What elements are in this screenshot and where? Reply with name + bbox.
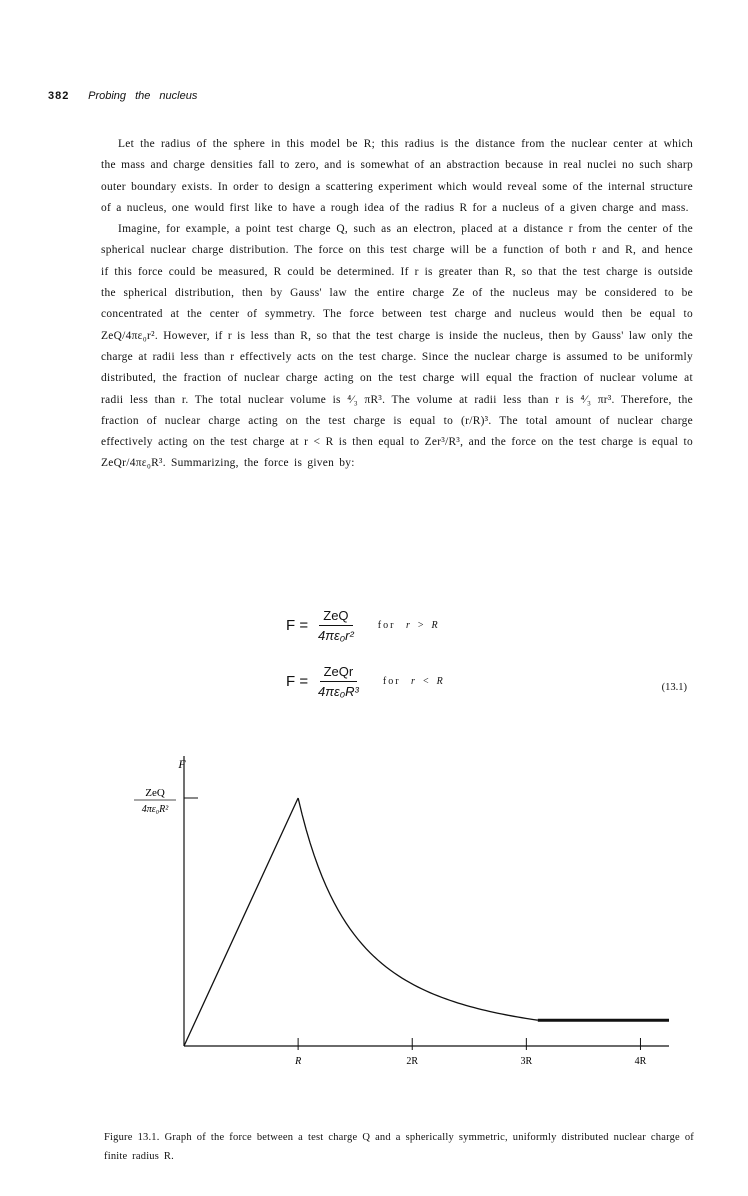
y-tick-denominator: 4πε₀R² xyxy=(141,804,169,815)
equation-block xyxy=(101,608,693,718)
equation-fraction xyxy=(318,608,354,643)
caption-label: Figure 13.1. xyxy=(104,1132,160,1143)
curve-inside-linear xyxy=(184,798,298,1046)
paragraph-2: Imagine, for example, a point test charge Q, such as an electron, placed at a distance r from the center of the spherical nuclear charge distribution. The force on this test charge will be a function of both r and R, and hence if this force could be measured, R could be determined. If r is greater than R, so that the test charge is outside the spherical distribution, then by Gauss' law the entire charge Ze of the nucleus may be considered to be concentrated at the center of symmetry. The force between test charge and nucleus would then be equal to ZeQ/4πε₀r². However, if r is less than R, so that the test charge is inside the nucleus, then by Gauss' law only the charge at radii less than r effectively acts on the test charge. Since the nuclear charge is assumed to be uniformly distributed, the fraction of nuclear charge acting on the test charge will equal the fraction of nuclear volume at radii less than r. The total nuclear volume is ⁴⁄₃ πR³. The volume at radii less than r is ⁴⁄₃ πr³. Therefore, the fraction of nuclear charge acting on the test charge is equal to (r/R)³. The total amount of nuclear charge effectively acting on the test charge at r < R is then equal to Zer³/R³, and the force on the test charge is equal to ZeQr/4πε₀R³. Summarizing, the force is given by: xyxy=(101,223,693,470)
equation-numerator: ZeQr xyxy=(320,664,358,682)
x-tick-label: 3R xyxy=(520,1056,533,1067)
x-tick-label: R xyxy=(295,1056,302,1067)
x-ticks xyxy=(294,1038,647,1067)
equation-condition: for r < R xyxy=(382,676,445,687)
equation-denominator: 4πε₀r² xyxy=(318,628,354,643)
y-axis-label: F xyxy=(178,757,186,771)
figure-caption xyxy=(104,1128,694,1166)
equation-numerator: ZeQ xyxy=(319,608,352,626)
paragraph-1: Let the radius of the sphere in this model be R; this radius is the distance from the nuclear center at which the mass and charge densities fall to zero, and is somewhat of an abstraction because in real nuclei no such sharp outer boundary exists. In order to design a scattering experiment which would reveal some of the internal structure of a nucleus, one would first like to have a rough idea of the radius R for a nucleus of a given charge and mass. xyxy=(101,138,693,214)
body-text xyxy=(101,134,693,475)
equation-outside xyxy=(286,608,446,643)
x-tick-label: 4R xyxy=(634,1056,647,1067)
y-tick-numerator: ZeQ xyxy=(145,787,165,799)
x-tick-label: 2R xyxy=(406,1056,419,1067)
equation-inside xyxy=(286,664,451,699)
equation-denominator: 4πε₀R³ xyxy=(318,684,359,699)
equation-condition: for r > R xyxy=(377,620,440,631)
page-number: 382 xyxy=(48,90,70,102)
equation-lhs: F = xyxy=(286,673,309,690)
caption-text: Graph of the force between a test charge Q and a spherically symmetric, uniformly distributed nuclear charge of finite radius R. xyxy=(104,1132,695,1162)
curve-outside-inverse-square xyxy=(298,798,538,1020)
equation-fraction xyxy=(318,664,359,699)
force-graph xyxy=(120,748,680,1068)
equation-number: (13.1) xyxy=(661,682,687,693)
page-header xyxy=(48,90,197,102)
equation-lhs: F = xyxy=(286,617,309,634)
running-title: Probing the nucleus xyxy=(88,90,198,102)
